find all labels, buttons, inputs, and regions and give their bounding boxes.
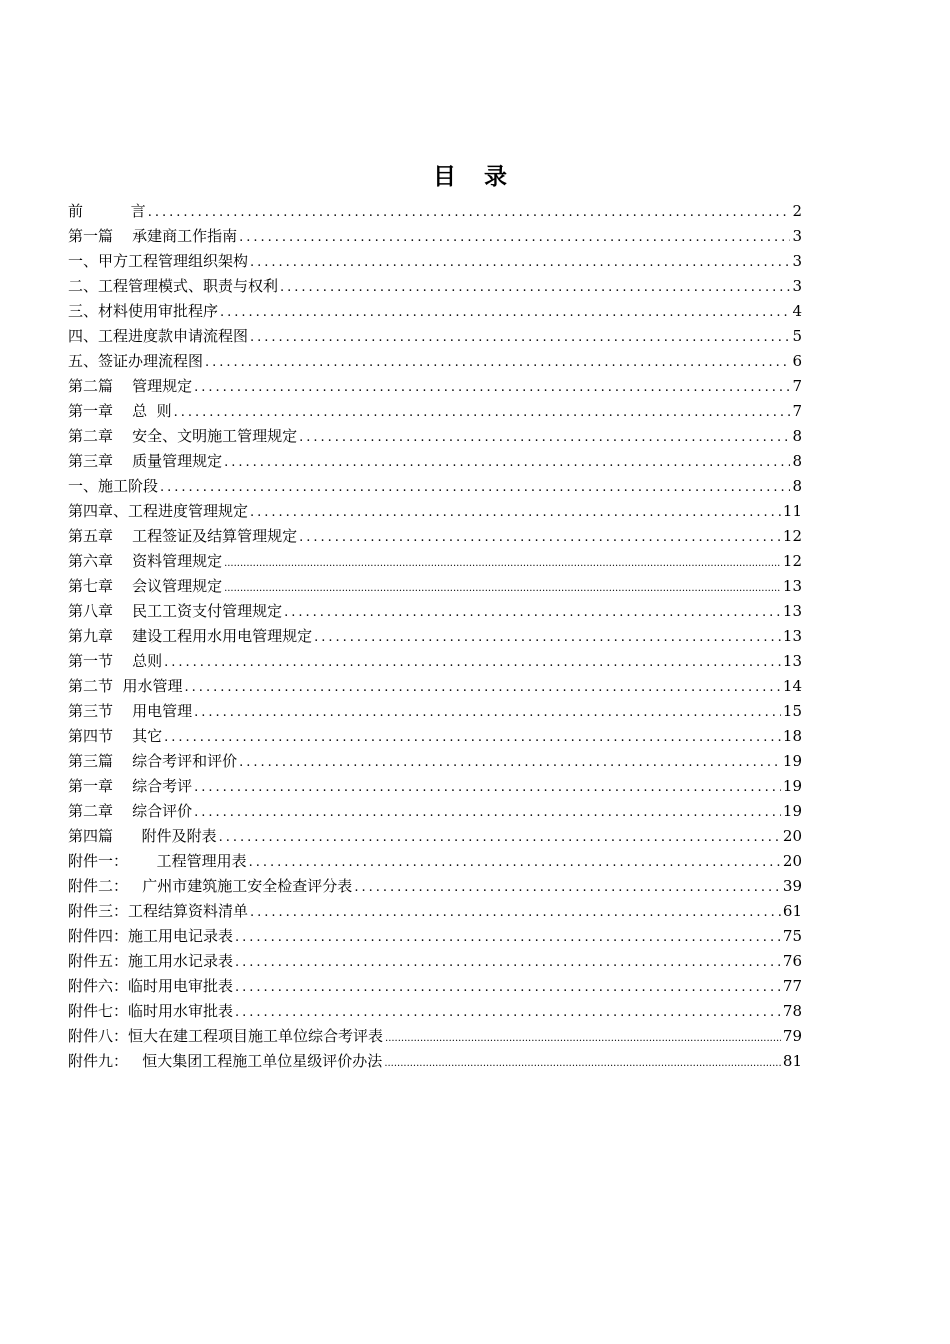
toc-leader-dots <box>174 402 791 424</box>
toc-entry-page-number: 19 <box>782 802 802 820</box>
toc-entry[interactable] <box>68 374 802 399</box>
toc-entry-page-number: 78 <box>782 1002 802 1020</box>
toc-entry-page-number: 61 <box>782 902 802 920</box>
toc-entry[interactable] <box>68 474 802 499</box>
toc-list <box>68 199 802 1074</box>
toc-entry[interactable] <box>68 599 802 624</box>
toc-entry[interactable] <box>68 874 802 899</box>
toc-entry-label: 附件九： 恒大集团工程施工单位星级评价办法 <box>68 1052 383 1070</box>
toc-entry-label: 第九章 建设工程用水用电管理规定 <box>68 627 313 645</box>
toc-entry[interactable] <box>68 224 802 249</box>
toc-leader-dots <box>299 427 790 449</box>
toc-entry-label: 附件八：恒大在建工程项目施工单位综合考评表 <box>68 1027 384 1045</box>
toc-entry-label: 第二节 用水管理 <box>68 677 183 695</box>
toc-entry-page-number: 8 <box>792 452 802 470</box>
toc-title: 目 录 <box>432 164 517 190</box>
toc-entry[interactable] <box>68 324 802 349</box>
toc-leader-dots <box>224 579 781 599</box>
toc-leader-dots <box>194 802 781 824</box>
toc-entry-label: 第二章 安全、文明施工管理规定 <box>68 427 298 445</box>
toc-leader-dots <box>220 302 790 324</box>
toc-entry[interactable] <box>68 449 802 474</box>
toc-entry[interactable] <box>68 849 802 874</box>
toc-entry-page-number: 20 <box>782 827 802 845</box>
toc-entry-label: 第一节 总则 <box>68 652 163 670</box>
toc-entry-label: 附件四：施工用电记录表 <box>68 927 234 945</box>
toc-entry-label: 附件三：工程结算资料清单 <box>68 902 249 920</box>
toc-entry-page-number: 76 <box>782 952 802 970</box>
toc-entry-label: 四、工程进度款申请流程图 <box>68 327 249 345</box>
toc-leader-dots <box>235 927 781 949</box>
toc-entry-page-number: 3 <box>792 277 802 295</box>
toc-entry[interactable] <box>68 724 802 749</box>
toc-leader-dots <box>299 527 781 549</box>
toc-entry-label: 第六章 资料管理规定 <box>68 552 223 570</box>
toc-entry-label: 一、甲方工程管理组织架构 <box>68 252 249 270</box>
toc-entry-label: 第一篇 承建商工作指南 <box>68 227 238 245</box>
toc-entry-page-number: 7 <box>792 402 802 420</box>
toc-leader-dots <box>384 1054 781 1074</box>
toc-entry[interactable] <box>68 974 802 999</box>
toc-entry-page-number: 13 <box>782 652 802 670</box>
toc-leader-dots <box>250 502 781 524</box>
toc-entry-label: 第四章、工程进度管理规定 <box>68 502 249 520</box>
toc-entry-label: 第三章 质量管理规定 <box>68 452 223 470</box>
toc-entry-label: 第二章 综合评价 <box>68 802 193 820</box>
toc-leader-dots <box>239 227 790 249</box>
toc-entry[interactable] <box>68 524 802 549</box>
toc-leader-dots <box>185 677 781 699</box>
toc-leader-dots <box>164 727 781 749</box>
toc-leader-dots <box>385 1029 781 1049</box>
toc-entry[interactable] <box>68 949 802 974</box>
toc-entry-label: 第一章 总 则 <box>68 402 172 420</box>
toc-entry[interactable] <box>68 499 802 524</box>
toc-entry-page-number: 79 <box>782 1027 802 1045</box>
toc-leader-dots <box>219 827 781 849</box>
toc-leader-dots <box>284 602 781 624</box>
toc-leader-dots <box>280 277 790 299</box>
toc-entry[interactable] <box>68 1049 802 1074</box>
toc-leader-dots <box>224 554 781 574</box>
toc-entry-page-number: 18 <box>782 727 802 745</box>
toc-entry-page-number: 7 <box>792 377 802 395</box>
toc-entry-label: 附件七：临时用水审批表 <box>68 1002 234 1020</box>
toc-entry-page-number: 6 <box>792 352 802 370</box>
toc-entry[interactable] <box>68 774 802 799</box>
toc-entry-page-number: 8 <box>792 477 802 495</box>
toc-entry-page-number: 77 <box>782 977 802 995</box>
toc-entry-page-number: 39 <box>782 877 802 895</box>
toc-leader-dots <box>160 477 790 499</box>
toc-leader-dots <box>250 252 790 274</box>
toc-entry-page-number: 5 <box>792 327 802 345</box>
toc-leader-dots <box>250 327 790 349</box>
toc-entry-label: 第一章 综合考评 <box>68 777 193 795</box>
toc-entry[interactable] <box>68 199 802 224</box>
toc-entry-label: 第二篇 管理规定 <box>68 377 193 395</box>
toc-entry[interactable] <box>68 899 802 924</box>
toc-leader-dots <box>194 777 781 799</box>
toc-entry[interactable] <box>68 749 802 774</box>
toc-entry-label: 五、签证办理流程图 <box>68 352 204 370</box>
toc-leader-dots <box>250 902 781 924</box>
toc-entry-label: 第三篇 综合考评和评价 <box>68 752 238 770</box>
toc-entry-page-number: 15 <box>782 702 802 720</box>
toc-entry[interactable] <box>68 999 802 1024</box>
toc-entry[interactable] <box>68 799 802 824</box>
toc-entry-label: 附件一： 工程管理用表 <box>68 852 247 870</box>
toc-entry-label: 附件六：临时用电审批表 <box>68 977 234 995</box>
toc-entry[interactable] <box>68 274 802 299</box>
toc-entry-label: 附件二： 广州市建筑施工安全检查评分表 <box>68 877 353 895</box>
toc-entry-page-number: 13 <box>782 627 802 645</box>
toc-entry[interactable] <box>68 699 802 724</box>
toc-entry-page-number: 12 <box>782 552 802 570</box>
toc-entry-page-number: 3 <box>792 252 802 270</box>
toc-entry-page-number: 8 <box>792 427 802 445</box>
toc-leader-dots <box>235 952 781 974</box>
toc-leader-dots <box>194 702 781 724</box>
toc-leader-dots <box>314 627 781 649</box>
toc-leader-dots <box>205 352 790 374</box>
toc-entry-page-number: 3 <box>792 227 802 245</box>
toc-entry-label: 前 言 <box>68 202 146 220</box>
toc-entry[interactable] <box>68 424 802 449</box>
toc-entry[interactable] <box>68 824 802 849</box>
toc-entry[interactable] <box>68 249 802 274</box>
toc-entry-label: 第四节 其它 <box>68 727 163 745</box>
toc-entry[interactable] <box>68 349 802 374</box>
toc-entry-label: 第三节 用电管理 <box>68 702 193 720</box>
toc-entry[interactable] <box>68 549 802 574</box>
toc-entry-page-number: 13 <box>782 577 802 595</box>
toc-entry-label: 第八章 民工工资支付管理规定 <box>68 602 283 620</box>
toc-entry[interactable] <box>68 674 802 699</box>
toc-leader-dots <box>235 977 781 999</box>
toc-entry-page-number: 4 <box>792 302 802 320</box>
toc-entry[interactable] <box>68 574 802 599</box>
toc-entry-label: 附件五：施工用水记录表 <box>68 952 234 970</box>
toc-entry-page-number: 75 <box>782 927 802 945</box>
toc-leader-dots <box>249 852 781 874</box>
toc-leader-dots <box>148 202 791 224</box>
toc-entry-page-number: 14 <box>782 677 802 695</box>
toc-entry-label: 一、施工阶段 <box>68 477 159 495</box>
toc-entry[interactable] <box>68 649 802 674</box>
toc-leader-dots <box>194 377 790 399</box>
toc-entry-page-number: 2 <box>792 202 802 220</box>
toc-leader-dots <box>354 877 781 899</box>
toc-entry[interactable] <box>68 399 802 424</box>
toc-entry-page-number: 81 <box>782 1052 802 1070</box>
toc-entry[interactable] <box>68 924 802 949</box>
toc-entry[interactable] <box>68 624 802 649</box>
toc-entry[interactable] <box>68 1024 802 1049</box>
toc-entry-page-number: 19 <box>782 777 802 795</box>
toc-entry-page-number: 13 <box>782 602 802 620</box>
toc-entry-page-number: 19 <box>782 752 802 770</box>
toc-entry-label: 第五章 工程签证及结算管理规定 <box>68 527 298 545</box>
toc-entry-label: 第四篇 附件及附表 <box>68 827 217 845</box>
toc-entry-label: 二、工程管理模式、职责与权利 <box>68 277 279 295</box>
toc-entry-label: 第七章 会议管理规定 <box>68 577 223 595</box>
toc-entry-page-number: 11 <box>782 502 802 520</box>
toc-entry-page-number: 20 <box>782 852 802 870</box>
toc-leader-dots <box>239 752 781 774</box>
toc-entry-label: 三、材料使用审批程序 <box>68 302 219 320</box>
toc-entry-page-number: 12 <box>782 527 802 545</box>
toc-leader-dots <box>164 652 781 674</box>
toc-leader-dots <box>224 452 790 474</box>
toc-entry[interactable] <box>68 299 802 324</box>
toc-leader-dots <box>235 1002 781 1024</box>
